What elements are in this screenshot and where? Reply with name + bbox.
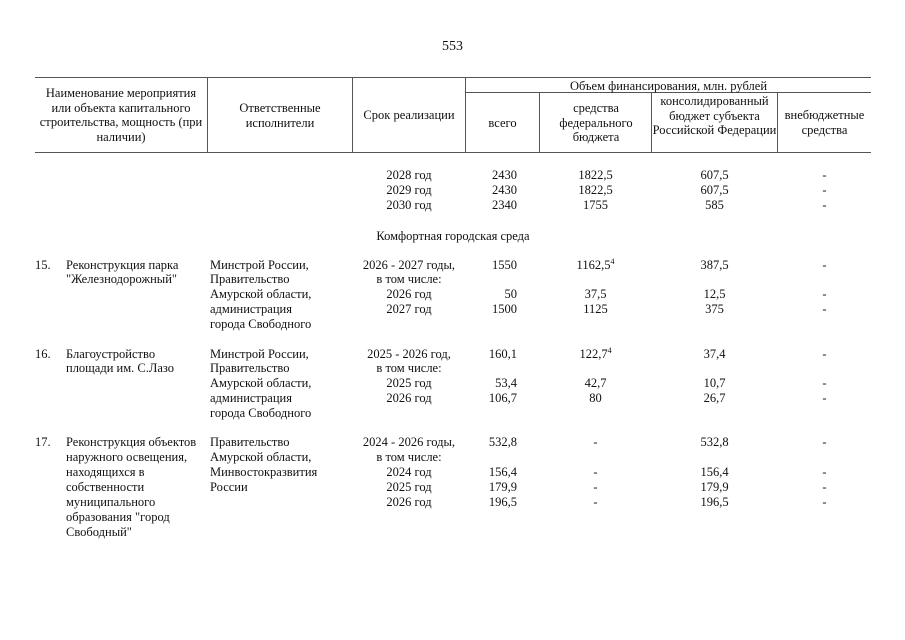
item-federal <box>540 435 651 450</box>
item-executor-line: Правительство <box>210 361 290 375</box>
item-name-line: Реконструкция объектов <box>66 435 197 449</box>
item-regional: 37,4 <box>703 347 726 361</box>
cont-federal: 1822,5 <box>578 168 613 182</box>
year-total: 106,7 <box>488 391 517 405</box>
header-funding-group: Объем финансирования, млн. рублей <box>569 79 768 93</box>
item-name-line: Благоустройство <box>66 347 156 361</box>
cont-total: 2430 <box>492 183 517 197</box>
item-name-line: образования "город <box>66 510 170 524</box>
section-title: Комфортная городская среда <box>376 229 530 243</box>
item-offbudget: - <box>822 435 827 449</box>
year-offbudget: - <box>822 495 827 509</box>
item-name-line: муниципального <box>66 495 156 509</box>
year-offbudget: - <box>822 465 827 479</box>
cont-offbudget: - <box>822 183 827 197</box>
cont-offbudget: - <box>822 168 827 182</box>
item-executor-line: администрация <box>210 302 292 316</box>
footnote-ref: 4 <box>607 345 612 355</box>
item-name-line: Реконструкция парка <box>66 258 179 272</box>
item-total: 160,1 <box>488 347 517 361</box>
item-federal-value: 1162,5 <box>576 258 611 272</box>
page-number: 553 <box>442 39 463 54</box>
item-period: 2025 - 2026 год, <box>367 347 451 361</box>
year-offbudget: - <box>822 391 827 405</box>
item-offbudget: - <box>822 258 827 272</box>
item-executor-line: Минстрой России, <box>210 347 309 361</box>
year-label: 2025 год <box>386 480 432 494</box>
year-label: 2026 год <box>386 495 432 509</box>
item-executor-line: Амурской области, <box>210 287 312 301</box>
cont-total: 2430 <box>492 168 517 182</box>
year-regional: 10,7 <box>703 376 726 390</box>
year-offbudget: - <box>822 302 827 316</box>
item-executor-line: города Свободного <box>210 317 312 331</box>
year-label: 2026 год <box>386 287 432 301</box>
item-number: 16. <box>35 347 51 361</box>
item-federal-value: 122,7 <box>579 347 608 361</box>
year-total: 50 <box>504 287 517 301</box>
item-total: 532,8 <box>488 435 517 449</box>
year-federal: 42,7 <box>584 376 607 390</box>
header-executors: Ответственные исполнители <box>239 101 321 130</box>
item-executor-line: Минстрой России, <box>210 258 309 272</box>
year-total: 196,5 <box>488 495 517 509</box>
year-regional: 179,9 <box>700 480 729 494</box>
item-executor-line: России <box>210 480 248 494</box>
cont-federal: 1755 <box>583 198 608 212</box>
year-federal: - <box>593 480 598 494</box>
item-period: 2024 - 2026 годы, <box>362 435 456 449</box>
item-number: 15. <box>35 258 51 272</box>
cont-regional: 607,5 <box>700 183 729 197</box>
cont-federal: 1822,5 <box>578 183 613 197</box>
cont-year: 2028 год <box>386 168 432 182</box>
item-name-line: площади им. С.Лазо <box>66 361 174 375</box>
year-regional: 26,7 <box>703 391 726 405</box>
year-federal: 80 <box>589 391 602 405</box>
item-name-line: находящихся в <box>66 465 145 479</box>
item-executor-line: Амурской области, <box>210 450 312 464</box>
year-regional: 12,5 <box>703 287 726 301</box>
year-label: 2025 год <box>386 376 432 390</box>
year-label: 2024 год <box>386 465 432 479</box>
year-total: 179,9 <box>488 480 517 494</box>
item-executor-line: Амурской области, <box>210 376 312 390</box>
item-federal-value: - <box>593 435 598 449</box>
cont-offbudget: - <box>822 198 827 212</box>
header-regional: консолидированный бюджет субъекта Российской Федерации <box>652 94 777 137</box>
item-federal <box>540 347 651 362</box>
year-regional: 156,4 <box>700 465 729 479</box>
header-offbudget: внебюджетные средства <box>784 108 865 137</box>
year-federal: - <box>593 465 598 479</box>
table-top-rule <box>35 77 871 78</box>
item-executor-line: Правительство <box>210 435 290 449</box>
year-offbudget: - <box>822 480 827 494</box>
year-federal: 37,5 <box>584 287 607 301</box>
year-total: 1500 <box>492 302 517 316</box>
item-period: 2026 - 2027 годы, <box>362 258 456 272</box>
header-period: Срок реализации <box>363 108 455 122</box>
item-including: в том числе: <box>376 361 442 375</box>
item-offbudget: - <box>822 347 827 361</box>
year-offbudget: - <box>822 376 827 390</box>
year-total: 156,4 <box>488 465 517 479</box>
item-name-line: "Железнодорожный" <box>66 272 177 286</box>
cont-total: 2340 <box>492 198 517 212</box>
item-number: 17. <box>35 435 51 449</box>
cont-year: 2029 год <box>386 183 432 197</box>
header-total: всего <box>488 116 517 130</box>
item-executor-line: Минвостокразвития <box>210 465 318 479</box>
item-regional: 387,5 <box>700 258 729 272</box>
cont-regional: 585 <box>705 198 724 212</box>
item-including: в том числе: <box>376 272 442 286</box>
item-name-line: Свободный" <box>66 525 132 539</box>
item-total: 1550 <box>492 258 517 272</box>
year-total: 53,4 <box>495 376 517 390</box>
item-name-line: наружного освещения, <box>66 450 188 464</box>
cont-year: 2030 год <box>386 198 432 212</box>
item-including: в том числе: <box>376 450 442 464</box>
footnote-ref: 4 <box>610 256 615 266</box>
year-federal: - <box>593 495 598 509</box>
year-label: 2027 год <box>386 302 432 316</box>
item-executor-line: города Свободного <box>210 406 312 420</box>
item-executor-line: Правительство <box>210 272 290 286</box>
year-label: 2026 год <box>386 391 432 405</box>
item-name-line: собственности <box>66 480 145 494</box>
year-regional: 196,5 <box>700 495 729 509</box>
year-offbudget: - <box>822 287 827 301</box>
header-federal: средства федерального бюджета <box>559 101 633 144</box>
year-regional: 375 <box>705 302 724 316</box>
header-bottom-rule <box>35 152 871 153</box>
item-federal <box>540 258 651 273</box>
item-regional: 532,8 <box>700 435 729 449</box>
col-divider-1 <box>207 77 208 152</box>
col-divider-4 <box>539 92 540 152</box>
header-name: Наименование мероприятия или объекта капитального строительства, мощность (при наличии) <box>39 86 203 144</box>
year-federal: 1125 <box>583 302 608 316</box>
cont-regional: 607,5 <box>700 168 729 182</box>
item-executor-line: администрация <box>210 391 292 405</box>
